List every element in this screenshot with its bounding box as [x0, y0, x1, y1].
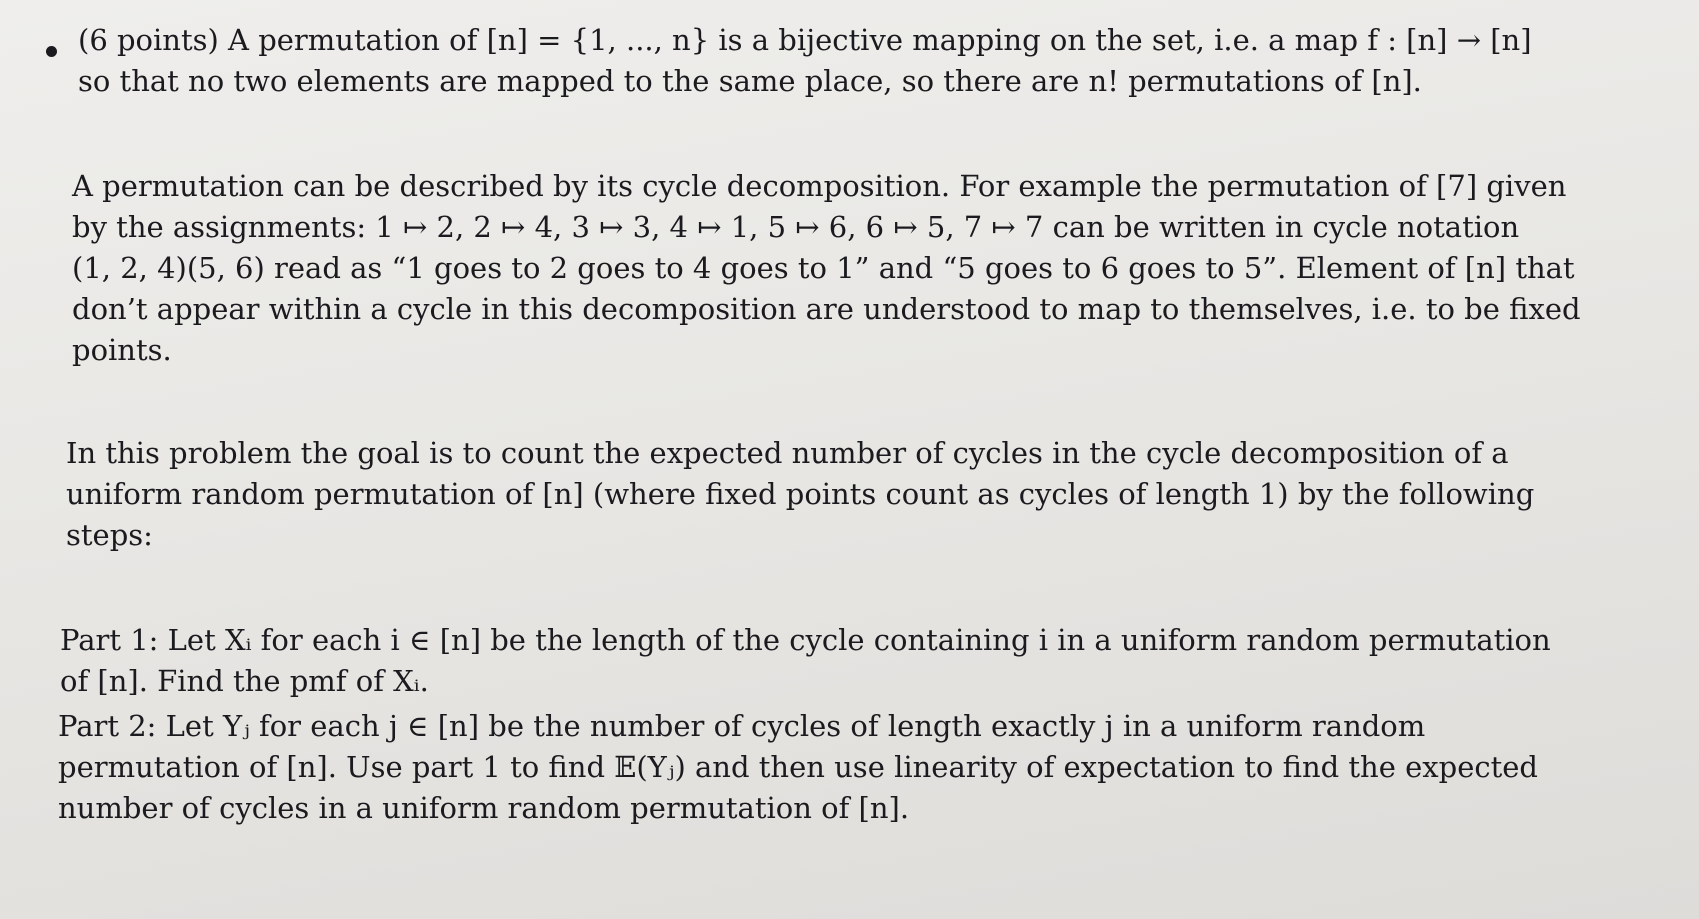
- intro-line-2: so that no two elements are mapped to the same place, so there are n! permutations of [n].: [78, 64, 1422, 98]
- cycle-decomposition-paragraph: [72, 166, 1642, 371]
- part2-line-3: number of cycles in a uniform random permutation of [n].: [58, 791, 910, 825]
- cycle-line-1: A permutation can be described by its cycle decomposition. For example the permutation of [7] given: [72, 169, 1567, 203]
- goal-line-2: uniform random permutation of [n] (where fixed points count as cycles of length 1) by the following: [66, 477, 1535, 511]
- goal-line-1: In this problem the goal is to count the expected number of cycles in the cycle decomposition of a: [66, 436, 1509, 470]
- intro-line-1: (6 points) A permutation of [n] = {1, ..., n} is a bijective mapping on the set, i.e. a map f : [n] → [n]: [78, 23, 1532, 57]
- part1-line-2: of [n]. Find the pmf of Xᵢ.: [60, 664, 429, 698]
- part2-line-1: Part 2: Let Yⱼ for each j ∈ [n] be the number of cycles of length exactly j in a uniform random: [58, 709, 1426, 743]
- cycle-line-5: points.: [72, 333, 172, 367]
- cycle-line-2: by the assignments: 1 ↦ 2, 2 ↦ 4, 3 ↦ 3, 4 ↦ 1, 5 ↦ 6, 6 ↦ 5, 7 ↦ 7 can be written in cycle notation: [72, 210, 1520, 244]
- cycle-line-3: (1, 2, 4)(5, 6) read as “1 goes to 2 goes to 4 goes to 1” and “5 goes to 6 goes to 5”. Element of [n] that: [72, 251, 1575, 285]
- goal-paragraph: [66, 433, 1651, 556]
- part2-paragraph: [58, 706, 1658, 829]
- part1-paragraph: [60, 620, 1655, 702]
- bullet-icon: [46, 46, 57, 57]
- goal-line-3: steps:: [66, 518, 153, 552]
- cycle-line-4: don’t appear within a cycle in this decomposition are understood to map to themselves, i.e. to be fixed: [72, 292, 1581, 326]
- intro-paragraph: [78, 20, 1638, 102]
- part2-line-2: permutation of [n]. Use part 1 to find 𝔼(Yⱼ) and then use linearity of expectation to find the expected: [58, 750, 1538, 784]
- part1-line-1: Part 1: Let Xᵢ for each i ∈ [n] be the length of the cycle containing i in a uniform random permutation: [60, 623, 1551, 657]
